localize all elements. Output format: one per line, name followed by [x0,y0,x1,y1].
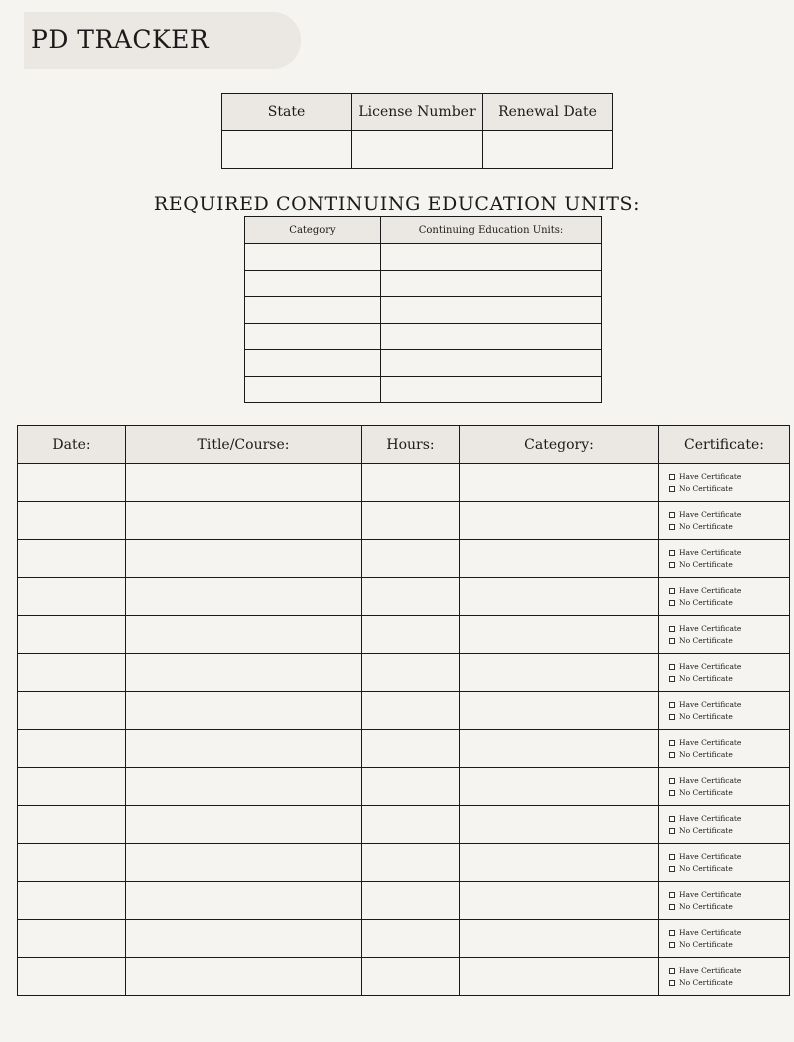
no-certificate-option[interactable] [669,787,789,799]
log-row [18,730,790,768]
certificate-option-label: Have Certificate [679,585,742,595]
log-row [18,882,790,920]
certificate-option-label: No Certificate [679,901,733,911]
no-certificate-checkbox[interactable] [669,714,675,720]
certificate-cell [659,730,790,768]
ceu-header-category: Category [245,217,381,244]
no-certificate-option[interactable] [669,559,789,571]
title-course-field[interactable] [126,502,362,540]
certificate-cell [659,578,790,616]
title-banner [24,12,301,69]
category-field[interactable] [460,692,659,730]
ceu-category-field[interactable] [245,376,381,403]
have-certificate-checkbox[interactable] [669,740,675,746]
have-certificate-option[interactable] [669,585,789,597]
log-header-hours: Hours: [362,426,460,464]
hours-field[interactable] [362,958,460,996]
certificate-option-label: No Certificate [679,825,733,835]
title-course-field[interactable] [126,464,362,502]
ceu-category-field[interactable] [245,297,381,324]
log-row [18,844,790,882]
certificate-option-label: No Certificate [679,483,733,493]
hours-field[interactable] [362,882,460,920]
category-field[interactable] [460,730,659,768]
log-row [18,654,790,692]
log-header-row [18,426,790,464]
license-header-row [222,94,613,131]
ceu-units-field[interactable] [381,270,602,297]
log-header-certificate: Certificate: [659,426,790,464]
ceu-units-field[interactable] [381,297,602,324]
certificate-cell [659,540,790,578]
log-row [18,616,790,654]
certificate-cell [659,806,790,844]
certificate-option-label: No Certificate [679,939,733,949]
ceu-row [245,270,602,297]
no-certificate-checkbox[interactable] [669,562,675,568]
date-field[interactable] [18,920,126,958]
no-certificate-option[interactable] [669,977,789,989]
title-course-field[interactable] [126,844,362,882]
log-row [18,540,790,578]
have-certificate-checkbox[interactable] [669,664,675,670]
have-certificate-option[interactable] [669,813,789,825]
certificate-option-label: Have Certificate [679,471,742,481]
have-certificate-option[interactable] [669,927,789,939]
certificate-cell [659,654,790,692]
title-course-field[interactable] [126,730,362,768]
no-certificate-option[interactable] [669,863,789,875]
date-field[interactable] [18,692,126,730]
log-row [18,768,790,806]
certificate-cell [659,958,790,996]
ceu-units-field[interactable] [381,350,602,377]
certificate-option-label: No Certificate [679,597,733,607]
ceu-row [245,244,602,271]
log-row [18,692,790,730]
category-field[interactable] [460,958,659,996]
have-certificate-option[interactable] [669,471,789,483]
category-field[interactable] [460,882,659,920]
log-row [18,502,790,540]
category-field[interactable] [460,464,659,502]
certificate-option-label: No Certificate [679,749,733,759]
certificate-option-label: Have Certificate [679,623,742,633]
certificate-option-label: No Certificate [679,711,733,721]
title-course-field[interactable] [126,540,362,578]
certificate-cell [659,692,790,730]
no-certificate-checkbox[interactable] [669,600,675,606]
no-certificate-checkbox[interactable] [669,828,675,834]
have-certificate-option[interactable] [669,775,789,787]
have-certificate-option[interactable] [669,965,789,977]
ceu-category-field[interactable] [245,270,381,297]
hours-field[interactable] [362,730,460,768]
certificate-option-label: Have Certificate [679,775,742,785]
certificate-option-label: No Certificate [679,673,733,683]
certificate-option-label: No Certificate [679,559,733,569]
ceu-heading: REQUIRED CONTINUING EDUCATION UNITS: [153,193,641,215]
no-certificate-checkbox[interactable] [669,790,675,796]
hours-field[interactable] [362,578,460,616]
date-field[interactable] [18,806,126,844]
have-certificate-option[interactable] [669,509,789,521]
certificate-cell [659,768,790,806]
certificate-option-label: Have Certificate [679,813,742,823]
license-number-field[interactable] [352,131,483,169]
date-field[interactable] [18,502,126,540]
log-row [18,920,790,958]
hours-field[interactable] [362,654,460,692]
date-field[interactable] [18,578,126,616]
log-row [18,806,790,844]
state-field[interactable] [222,131,352,169]
pd-log-table [17,425,790,996]
certificate-option-label: Have Certificate [679,547,742,557]
have-certificate-option[interactable] [669,699,789,711]
ceu-category-field[interactable] [245,244,381,271]
ceu-category-field[interactable] [245,323,381,350]
date-field[interactable] [18,616,126,654]
certificate-option-label: Have Certificate [679,699,742,709]
ceu-row [245,297,602,324]
ceu-header-row [245,217,602,244]
title-course-field[interactable] [126,578,362,616]
have-certificate-checkbox[interactable] [669,702,675,708]
hours-field[interactable] [362,502,460,540]
have-certificate-checkbox[interactable] [669,626,675,632]
no-certificate-checkbox[interactable] [669,486,675,492]
title-course-field[interactable] [126,920,362,958]
no-certificate-option[interactable] [669,749,789,761]
no-certificate-checkbox[interactable] [669,676,675,682]
title-course-field[interactable] [126,806,362,844]
license-header-renewal: Renewal Date [483,94,613,131]
have-certificate-checkbox[interactable] [669,892,675,898]
no-certificate-option[interactable] [669,825,789,837]
certificate-option-label: No Certificate [679,635,733,645]
date-field[interactable] [18,464,126,502]
certificate-option-label: Have Certificate [679,851,742,861]
category-field[interactable] [460,806,659,844]
certificate-option-label: Have Certificate [679,661,742,671]
page-title: PD TRACKER [31,25,210,54]
certificate-cell [659,882,790,920]
category-field[interactable] [460,654,659,692]
renewal-date-field[interactable] [483,131,613,169]
certificate-option-label: No Certificate [679,521,733,531]
ceu-row [245,323,602,350]
certificate-cell [659,464,790,502]
certificate-option-label: Have Certificate [679,965,742,975]
date-field[interactable] [18,730,126,768]
category-field[interactable] [460,578,659,616]
category-field[interactable] [460,540,659,578]
no-certificate-option[interactable] [669,597,789,609]
ceu-category-field[interactable] [245,350,381,377]
date-field[interactable] [18,768,126,806]
log-header-title: Title/Course: [126,426,362,464]
no-certificate-option[interactable] [669,711,789,723]
no-certificate-option[interactable] [669,939,789,951]
no-certificate-option[interactable] [669,635,789,647]
ceu-units-field[interactable] [381,244,602,271]
ceu-row [245,376,602,403]
license-entry-row [222,131,613,169]
category-field[interactable] [460,844,659,882]
hours-field[interactable] [362,692,460,730]
certificate-option-label: Have Certificate [679,509,742,519]
hours-field[interactable] [362,540,460,578]
have-certificate-checkbox[interactable] [669,512,675,518]
date-field[interactable] [18,882,126,920]
certificate-option-label: Have Certificate [679,889,742,899]
license-header-number: License Number [352,94,483,131]
certificate-option-label: Have Certificate [679,737,742,747]
have-certificate-option[interactable] [669,623,789,635]
date-field[interactable] [18,654,126,692]
no-certificate-checkbox[interactable] [669,942,675,948]
category-field[interactable] [460,616,659,654]
title-course-field[interactable] [126,692,362,730]
have-certificate-option[interactable] [669,661,789,673]
log-header-date: Date: [18,426,126,464]
have-certificate-checkbox[interactable] [669,778,675,784]
license-header-state: State [222,94,352,131]
license-table [221,93,613,169]
have-certificate-checkbox[interactable] [669,968,675,974]
no-certificate-checkbox[interactable] [669,980,675,986]
log-row [18,578,790,616]
certificate-cell [659,502,790,540]
certificate-cell [659,844,790,882]
have-certificate-checkbox[interactable] [669,930,675,936]
no-certificate-option[interactable] [669,483,789,495]
have-certificate-option[interactable] [669,889,789,901]
ceu-units-field[interactable] [381,376,602,403]
hours-field[interactable] [362,844,460,882]
no-certificate-checkbox[interactable] [669,866,675,872]
have-certificate-option[interactable] [669,547,789,559]
have-certificate-checkbox[interactable] [669,474,675,480]
log-header-category: Category: [460,426,659,464]
have-certificate-checkbox[interactable] [669,550,675,556]
ceu-header-units: Continuing Education Units: [381,217,602,244]
hours-field[interactable] [362,768,460,806]
have-certificate-option[interactable] [669,851,789,863]
hours-field[interactable] [362,920,460,958]
have-certificate-checkbox[interactable] [669,588,675,594]
ceu-table [244,216,602,403]
certificate-option-label: No Certificate [679,863,733,873]
ceu-row [245,350,602,377]
no-certificate-checkbox[interactable] [669,638,675,644]
have-certificate-checkbox[interactable] [669,854,675,860]
certificate-option-label: No Certificate [679,787,733,797]
hours-field[interactable] [362,464,460,502]
category-field[interactable] [460,920,659,958]
date-field[interactable] [18,844,126,882]
title-course-field[interactable] [126,616,362,654]
no-certificate-option[interactable] [669,901,789,913]
title-course-field[interactable] [126,882,362,920]
category-field[interactable] [460,768,659,806]
hours-field[interactable] [362,806,460,844]
certificate-cell [659,616,790,654]
no-certificate-option[interactable] [669,521,789,533]
date-field[interactable] [18,540,126,578]
hours-field[interactable] [362,616,460,654]
no-certificate-option[interactable] [669,673,789,685]
category-field[interactable] [460,502,659,540]
log-row [18,464,790,502]
ceu-units-field[interactable] [381,323,602,350]
certificate-cell [659,920,790,958]
title-course-field[interactable] [126,654,362,692]
have-certificate-option[interactable] [669,737,789,749]
log-row [18,958,790,996]
certificate-option-label: Have Certificate [679,927,742,937]
no-certificate-checkbox[interactable] [669,524,675,530]
certificate-option-label: No Certificate [679,977,733,987]
have-certificate-checkbox[interactable] [669,816,675,822]
date-field[interactable] [18,958,126,996]
no-certificate-checkbox[interactable] [669,904,675,910]
no-certificate-checkbox[interactable] [669,752,675,758]
title-course-field[interactable] [126,958,362,996]
title-course-field[interactable] [126,768,362,806]
